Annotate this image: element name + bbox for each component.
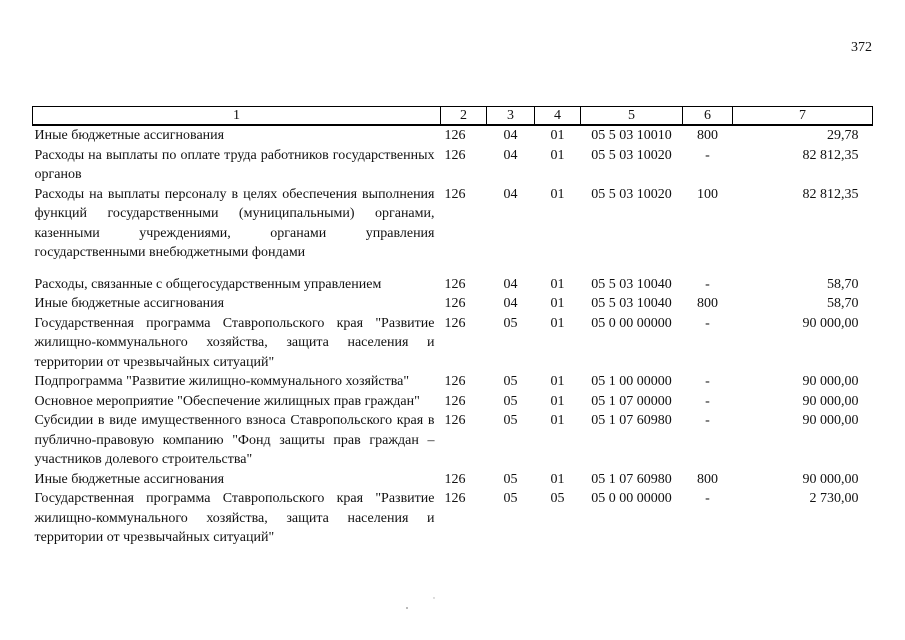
expense-type-code: - — [705, 413, 710, 428]
section-code: 04 — [503, 128, 518, 143]
amount: 29,78 — [827, 128, 859, 143]
expense-type-code: 100 — [697, 186, 718, 202]
target-article-code: 05 0 00 00000 — [591, 491, 672, 506]
target-article-code: 05 0 00 00000 — [591, 315, 672, 331]
section-code: 04 — [503, 296, 518, 311]
scan-dots-icon — [403, 596, 443, 612]
target-article-code: 05 5 03 10020 — [591, 186, 672, 202]
expense-type-code: - — [705, 315, 710, 331]
row-description: Субсидии в виде имущественного взноса Ставропольского края в публично-правовую компанию "Фонд защиты прав граждан – участников долевого строительства" — [34, 413, 435, 467]
row-description: Расходы на выплаты персоналу в целях обеспечения выполнения функций государственными (муниципальными) органами, казенными учреждениями, органами управления государственными внебюджетными фондами — [34, 186, 435, 260]
target-article-code: 05 1 07 00000 — [591, 393, 672, 409]
amount: 90 000,00 — [802, 315, 859, 331]
subsection-code: 01 — [550, 374, 565, 389]
section-code: 05 — [503, 491, 518, 506]
subsection-code: 01 — [550, 296, 565, 311]
row-description: Подпрограмма "Развитие жилищно-коммунального хозяйства" — [34, 374, 410, 389]
table-row — [33, 411, 873, 470]
ministry-code: 126 — [444, 276, 466, 292]
section-code: 04 — [503, 276, 518, 292]
subsection-code: 01 — [550, 315, 565, 331]
column-header: 4 — [535, 107, 581, 126]
row-description: Иные бюджетные ассигнования — [34, 128, 225, 143]
table-row — [33, 294, 873, 314]
ministry-code: 126 — [444, 471, 466, 487]
target-article-code: 05 5 03 10020 — [591, 147, 672, 163]
section-code: 05 — [503, 413, 518, 428]
amount: 90 000,00 — [802, 471, 859, 487]
section-code: 05 — [503, 393, 518, 409]
target-article-code: 05 5 03 10010 — [591, 128, 672, 143]
section-code: 05 — [503, 471, 518, 487]
amount: 2 730,00 — [809, 491, 859, 506]
subsection-code: 01 — [550, 413, 565, 428]
subsection-code: 01 — [550, 186, 565, 202]
target-article-code: 05 1 00 00000 — [591, 374, 672, 389]
subsection-code: 01 — [550, 276, 565, 292]
amount: 58,70 — [827, 296, 859, 311]
section-code: 04 — [503, 186, 518, 202]
ministry-code: 126 — [444, 315, 466, 331]
target-article-code: 05 5 03 10040 — [591, 276, 672, 292]
subsection-code: 01 — [550, 128, 565, 143]
expense-type-code: - — [705, 374, 710, 389]
page-number: 372 — [851, 40, 872, 55]
column-header: 7 — [733, 107, 873, 126]
row-description: Основное мероприятие "Обеспечение жилищных прав граждан" — [34, 393, 420, 409]
row-description: Иные бюджетные ассигнования — [34, 471, 225, 487]
row-description: Государственная программа Ставропольского края "Развитие жилищно-коммунального хозяйства, защита населения и территории от чрезвычайных ситуаций" — [34, 491, 435, 545]
subsection-code: 05 — [550, 491, 565, 506]
table-row — [33, 146, 873, 185]
amount: 58,70 — [827, 276, 859, 292]
table-row — [33, 372, 873, 392]
ministry-code: 126 — [444, 128, 466, 143]
amount: 82 812,35 — [802, 186, 859, 202]
ministry-code: 126 — [444, 393, 466, 409]
expense-type-code: 800 — [697, 296, 718, 311]
table-header-row — [33, 107, 873, 126]
amount: 90 000,00 — [802, 413, 859, 428]
expense-type-code: - — [705, 276, 710, 292]
subsection-code: 01 — [550, 147, 565, 163]
ministry-code: 126 — [444, 413, 466, 428]
amount: 90 000,00 — [802, 393, 859, 409]
ministry-code: 126 — [444, 186, 466, 202]
table-row — [33, 125, 873, 146]
ministry-code: 126 — [444, 491, 466, 506]
amount: 82 812,35 — [802, 147, 859, 163]
subsection-code: 01 — [550, 471, 565, 487]
budget-table — [32, 106, 873, 548]
row-description: Государственная программа Ставропольского края "Развитие жилищно-коммунального хозяйства, защита населения и территории от чрезвычайных ситуаций" — [34, 315, 435, 370]
amount: 90 000,00 — [802, 374, 859, 389]
column-header: 6 — [683, 107, 733, 126]
table-row — [33, 392, 873, 412]
target-article-code: 05 1 07 60980 — [591, 471, 672, 487]
scan-speck — [403, 596, 443, 615]
expense-type-code: - — [705, 147, 710, 163]
table-row — [33, 489, 873, 548]
table-row — [33, 185, 873, 275]
row-description: Расходы, связанные с общегосударственным управлением — [34, 276, 382, 292]
expense-type-code: 800 — [697, 128, 718, 143]
column-header: 2 — [441, 107, 487, 126]
expense-type-code: 800 — [697, 471, 718, 487]
expense-type-code: - — [705, 393, 710, 409]
column-header: 3 — [487, 107, 535, 126]
section-code: 04 — [503, 147, 518, 163]
column-header: 5 — [581, 107, 683, 126]
row-description: Расходы на выплаты по оплате труда работников государственных органов — [34, 147, 435, 182]
ministry-code: 126 — [444, 296, 466, 311]
table-row — [33, 470, 873, 490]
table-row — [33, 275, 873, 295]
column-header: 1 — [33, 107, 441, 126]
expense-type-code: - — [705, 491, 710, 506]
ministry-code: 126 — [444, 374, 466, 389]
row-description: Иные бюджетные ассигнования — [34, 296, 225, 311]
table-row — [33, 314, 873, 373]
ministry-code: 126 — [444, 147, 466, 163]
target-article-code: 05 1 07 60980 — [591, 413, 672, 428]
section-code: 05 — [503, 374, 518, 389]
subsection-code: 01 — [550, 393, 565, 409]
section-code: 05 — [503, 315, 518, 331]
target-article-code: 05 5 03 10040 — [591, 296, 672, 311]
